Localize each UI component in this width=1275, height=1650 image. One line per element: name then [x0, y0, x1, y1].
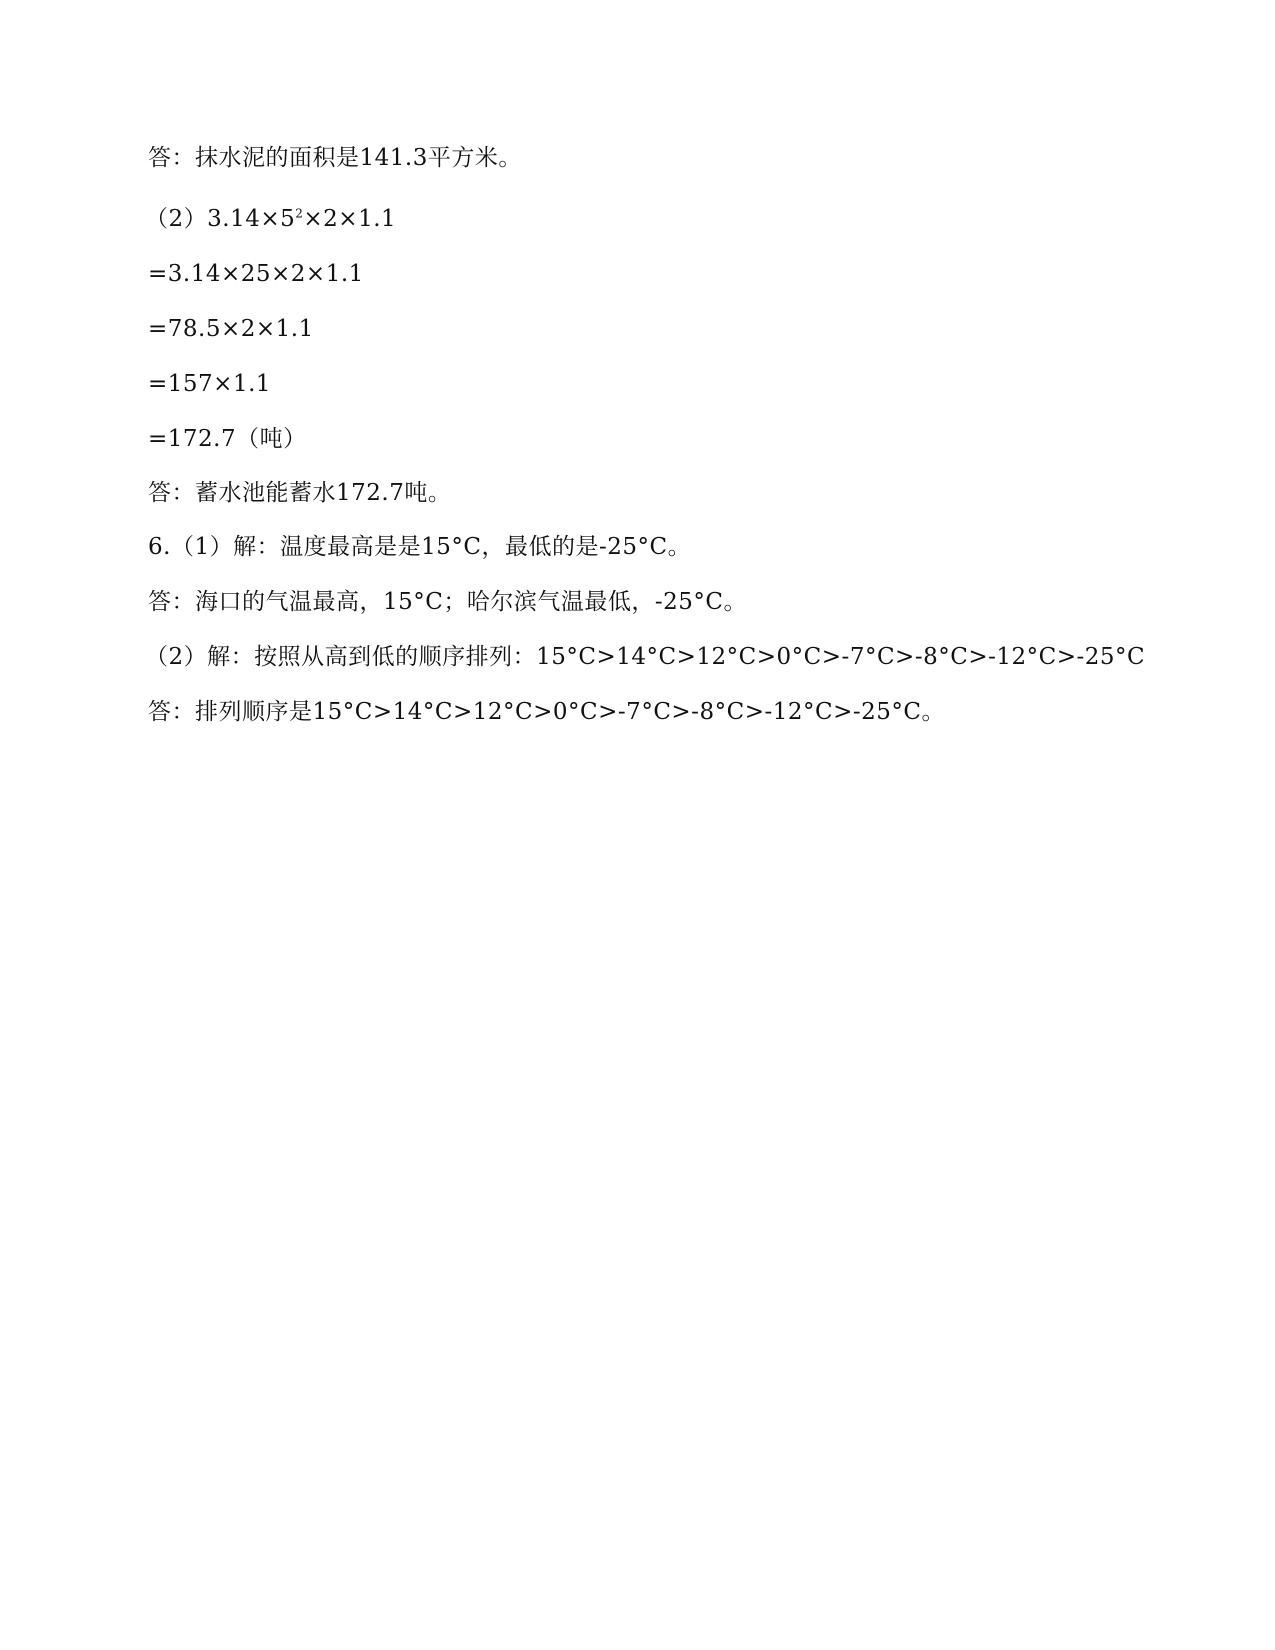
problem-6-part-1-answer: 答：海口的气温最高，15°C；哈尔滨气温最低，-25°C。	[148, 589, 748, 615]
exponent: 2	[295, 206, 304, 221]
problem-6-part-2-solution: （2）解：按照从高到低的顺序排列：15°C>14°C>12°C>0°C>-7°C>-8°C>-12°C>-25°C	[145, 644, 1146, 670]
calc-step-formula	[145, 204, 396, 234]
answer-plaster-area: 答：抹水泥的面积是141.3平方米。	[148, 145, 522, 171]
calc-result: =172.7（吨）	[148, 426, 307, 452]
calc-step-3: =157×1.1	[148, 371, 272, 397]
answer-water-capacity: 答：蓄水池能蓄水172.7吨。	[148, 480, 452, 506]
problem-6-part-1-solution: 6.（1）解：温度最高是是15°C，最低的是-25°C。	[148, 534, 692, 560]
calc-formula-prefix: （2）3.14×5	[145, 206, 296, 232]
calc-formula-suffix: ×2×1.1	[303, 206, 397, 232]
calc-step-2: =78.5×2×1.1	[148, 316, 314, 342]
problem-6-part-2-answer: 答：排列顺序是15°C>14°C>12°C>0°C>-7°C>-8°C>-12°C>-25°C。	[148, 699, 946, 725]
calc-step-1: =3.14×25×2×1.1	[148, 261, 364, 287]
